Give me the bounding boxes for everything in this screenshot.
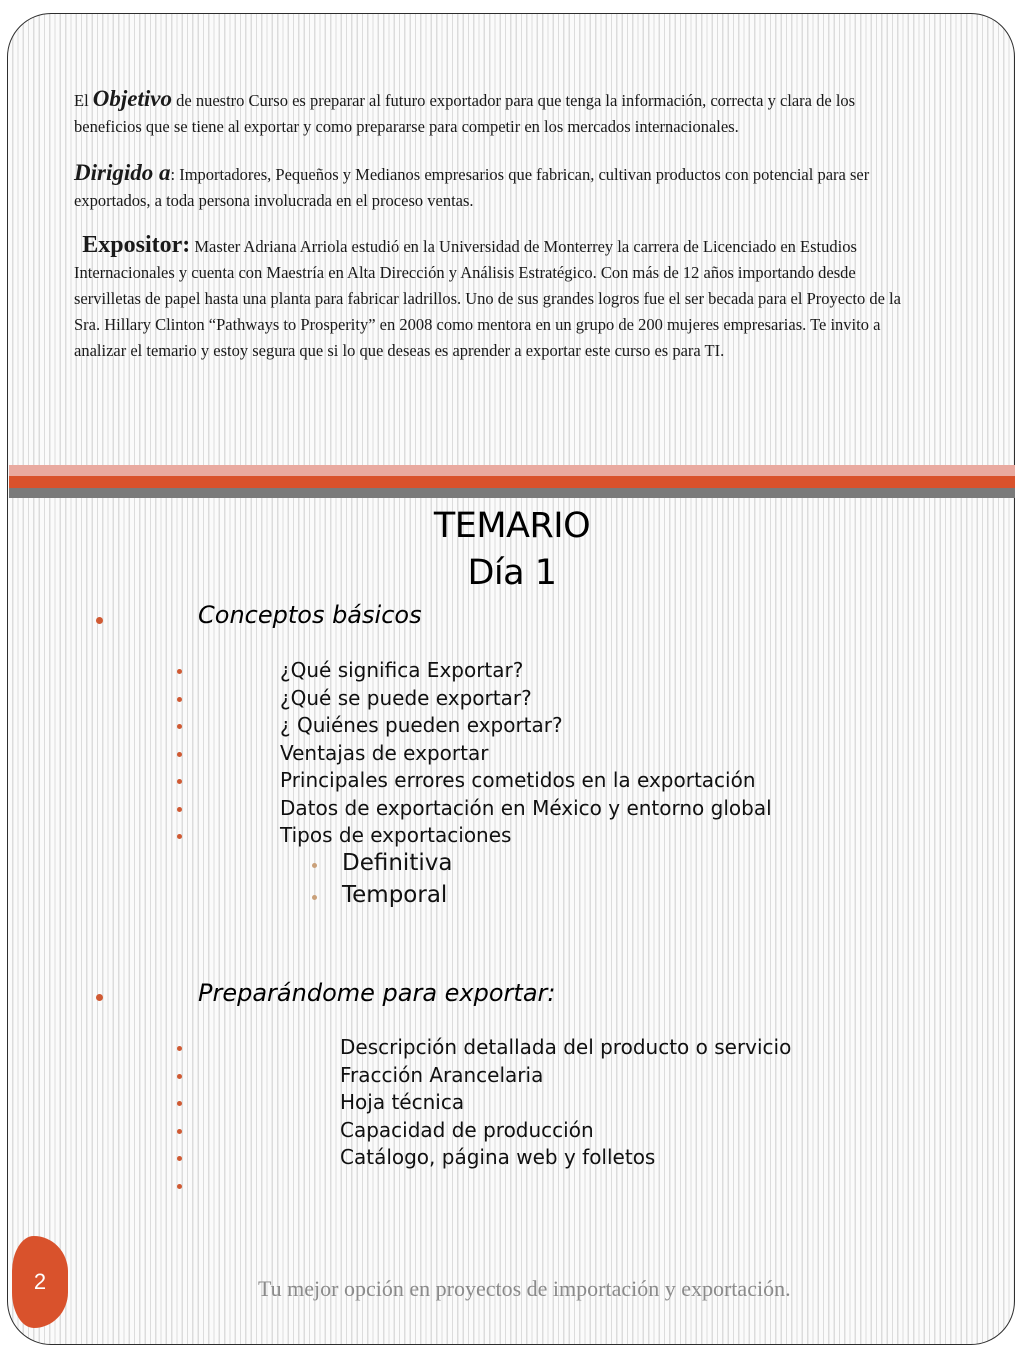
objetivo-label: Objetivo xyxy=(92,86,172,111)
list-item: Tipos de exportaciones xyxy=(280,823,512,847)
bullet-icon xyxy=(177,807,182,812)
sub-item-temporal: Temporal xyxy=(342,882,448,908)
expositor-paragraph xyxy=(74,232,924,364)
objetivo-paragraph xyxy=(74,86,924,140)
bullet-icon xyxy=(177,697,182,702)
divider-band-accent xyxy=(9,476,1015,488)
list-item: Capacidad de producción xyxy=(340,1118,594,1142)
list-item: ¿Qué se puede exportar? xyxy=(280,686,532,710)
bullet-icon xyxy=(177,724,182,729)
dirigido-paragraph xyxy=(74,160,924,214)
footer-tagline: Tu mejor opción en proyectos de importación y exportación. xyxy=(258,1276,791,1301)
section-heading-preparandome: Preparándome para exportar: xyxy=(198,979,556,1007)
bullet-icon xyxy=(177,1184,182,1189)
divider-band-light xyxy=(9,465,1015,476)
bullet-icon xyxy=(177,669,182,674)
bullet-icon xyxy=(177,834,182,839)
sub-item-definitiva: Definitiva xyxy=(342,850,453,876)
list-item: Hoja técnica xyxy=(340,1090,465,1114)
divider-band-gray xyxy=(9,488,1015,498)
list-item: Ventajas de exportar xyxy=(280,741,489,765)
list-item: Fracción Arancelaria xyxy=(340,1063,544,1087)
temario-title: TEMARIO xyxy=(433,506,591,546)
bullet-icon xyxy=(96,617,103,624)
page-number: 2 xyxy=(33,1269,47,1294)
bullet-icon xyxy=(177,1129,182,1134)
intro-text xyxy=(74,86,924,364)
bullet-icon xyxy=(312,863,317,868)
list-item: Datos de exportación en México y entorno global xyxy=(280,796,772,820)
bullet-icon xyxy=(177,1074,182,1079)
bullet-icon xyxy=(177,779,182,784)
list-item: Principales errores cometidos en la exportación xyxy=(280,768,756,792)
bullet-icon xyxy=(177,1101,182,1106)
temario-day: Día 1 xyxy=(467,553,557,593)
objetivo-prefix: El xyxy=(74,91,89,110)
bullet-icon xyxy=(177,1156,182,1161)
objetivo-text: de nuestro Curso es preparar al futuro exportador para que tenga la información, correcta y clara de los beneficios que se tiene al exportar y como prepararse para competir en los mercados internacionales. xyxy=(74,91,856,136)
list-item: Catálogo, página web y folletos xyxy=(340,1145,656,1169)
bullet-icon xyxy=(312,895,317,900)
bullet-icon xyxy=(177,752,182,757)
page-number-badge xyxy=(12,1236,68,1328)
list-item: ¿ Quiénes pueden exportar? xyxy=(280,713,563,737)
bullet-icon xyxy=(96,994,103,1001)
section-heading-conceptos: Conceptos básicos xyxy=(198,601,422,629)
list-item: Descripción detallada del producto o servicio xyxy=(340,1035,792,1059)
bullet-icon xyxy=(177,1046,182,1051)
dirigido-label: Dirigido a xyxy=(74,160,171,185)
dirigido-text: : Importadores, Pequeños y Medianos empresarios que fabrican, cultivan productos con potencial para ser exportados, a toda persona involucrada en el proceso ventas. xyxy=(74,165,870,210)
expositor-label: Expositor: xyxy=(82,232,191,258)
list-item: ¿Qué significa Exportar? xyxy=(280,658,524,682)
expositor-text: Master Adriana Arriola estudió en la Universidad de Monterrey la carrera de Licenciado en Estudios Internacionales y cuenta con Maestría en Alta Dirección y Análisis Estratégico. Con más de 12 años importando desde servilletas de papel hasta una planta para fabricar ladrillos. Uno de sus grandes logros fue el ser becada para el Proyecto de la Sra. Hillary Clinton “Pathways to Prosperity” en 2008 como mentora en un grupo de 200 mujeres empresarias. Te invito a analizar el temario y estoy segura que si lo que deseas es aprender a exportar este curso es para TI. xyxy=(74,237,901,360)
